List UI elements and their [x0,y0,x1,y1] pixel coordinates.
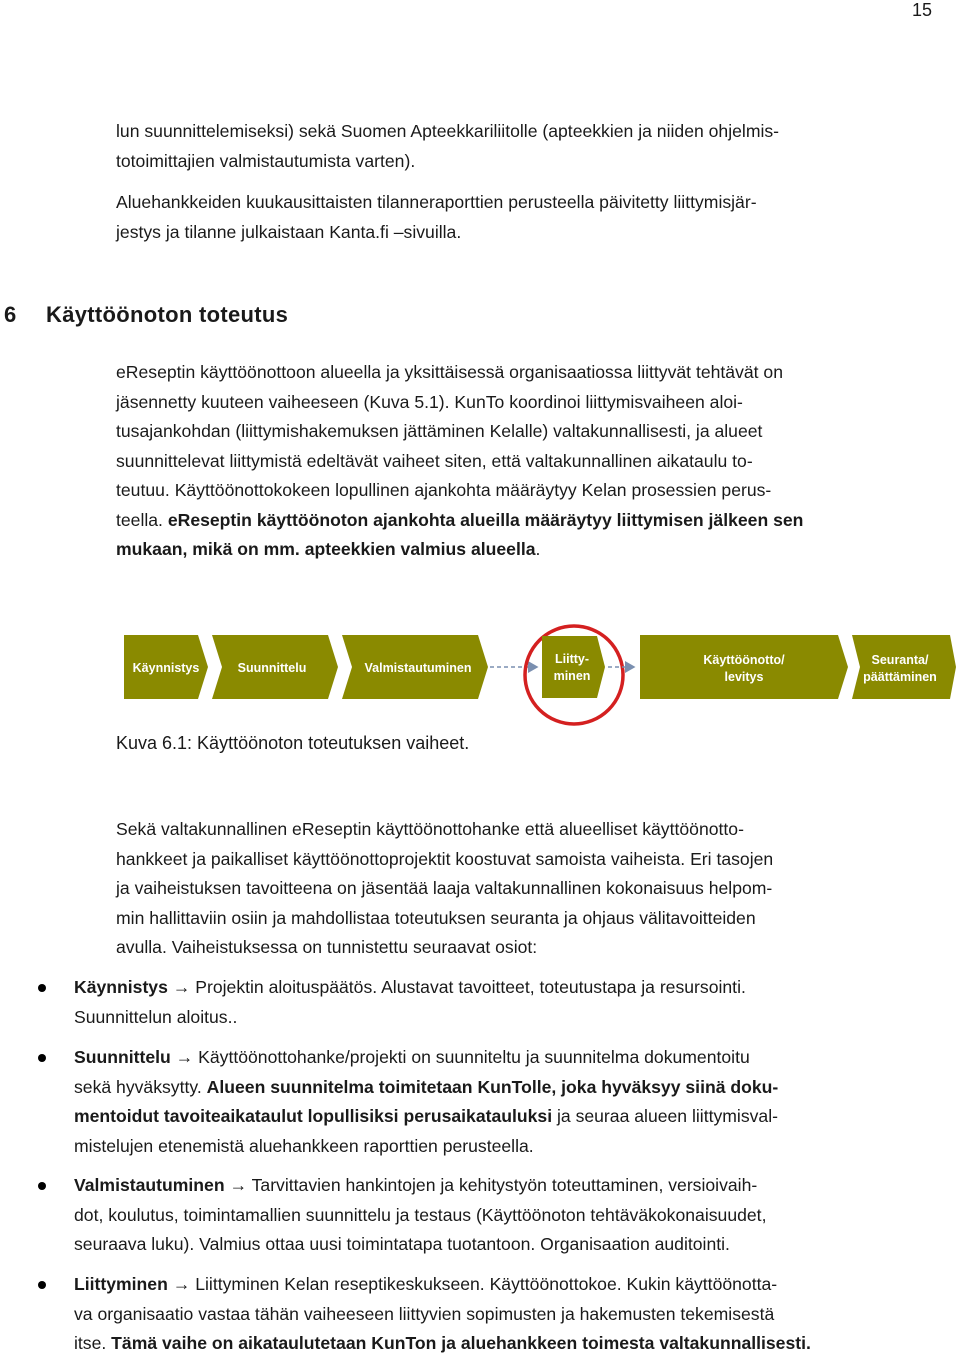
figure-caption: Kuva 6.1: Käyttöönoton toteutuksen vaiheet. [116,733,470,753]
list-item [74,973,934,1032]
body-line [116,535,936,565]
step-label: levitys [724,670,764,684]
bullet-icon [38,984,46,992]
step-label: Valmistautuminen [364,661,472,675]
body-text: jäsennetty kuuteen vaiheeseen (Kuva 5.1). [116,391,450,412]
step-label: Liitty- [554,652,590,666]
list-text: Tarvittavien hankintojen ja kehitystyön toteuttaminen, versioivaih- [247,1175,758,1195]
section-title: Käyttöönoton toteutus [46,302,289,327]
body-line: min hallittaviin osiin ja mahdollistaa toteutuksen seuranta ja ohjaus välitavoitteiden [116,907,756,928]
body-line [116,388,936,418]
body-text: . [535,539,541,559]
body-paragraph-2 [116,815,936,963]
arrow-right-icon: → [229,1175,248,1195]
body-line: suunnittelevat liittymistä edeltävät vaiheet siten, että valtakunnallinen aikataulu to- [116,450,753,471]
arrow-right-icon: → [175,1047,194,1067]
step-suunnittelu [212,635,338,699]
list-text: sekä hyväksytty. [74,1076,207,1097]
intro-line: lun suunnittelemiseksi) sekä Suomen Apteekkariliitolle (apteekkien ja niiden ohjelmis- [116,121,780,141]
list-text: Käyttöönottohanke/projekti on suunniteltu ja suunnitelma dokumentoitu [193,1047,750,1067]
list-text: mistelujen etenemistä aluehankkeen raporttien perusteella. [74,1135,534,1156]
list-text: Liittyminen Kelan reseptikeskukseen. Käyttöönottokoe. Kukin käyttöönotta- [190,1274,778,1294]
list-item [74,1270,934,1359]
list-text: seuraava luku). Valmius ottaa uusi toimintatapa tuotantoon. Organisaation auditointi. [74,1234,730,1254]
step-kayttoonotto [640,635,848,699]
step-valmistautuminen [342,635,488,699]
list-text: ja seuraa alueen liittymisval- [552,1106,778,1126]
body-line: teutuu. Käyttöönottokokeen lopullinen ajankohta määräytyy Kelan prosessien perus- [116,480,772,500]
arrow-right-icon: → [172,977,191,997]
bullet-icon [38,1054,46,1062]
list-item [74,1043,934,1161]
step-label: Käyttöönotto/ [703,653,785,667]
intro-paragraph-2 [116,188,936,247]
intro-line: totoimittajien valmistautumista varten). [116,150,416,171]
step-label: minen [553,669,591,683]
bullet-icon [38,1182,46,1190]
body-line: tusajankohdan (liittymishakemuksen jättäminen Kelalle) valtakunnallisesti, ja alueet [116,421,763,441]
phase-term: Valmistautuminen [74,1175,225,1195]
body-paragraph-1 [116,358,936,565]
body-bold-text: eReseptin käyttöönoton ajankohta alueilla määräytyy liittymisen jälkeen sen [162,509,804,530]
body-line: ja vaiheistuksen tavoitteena on jäsentää laaja valtakunnallinen kokonaisuus helpom- [116,878,773,898]
list-bold-text: Tämä vaihe on aikataulutetaan KunTon ja aluehankkeen toimesta valtakunnallisesti. [111,1333,811,1353]
list-bold-text: mentoidut tavoiteaikataulut lopullisiksi perusaikatauluksi [74,1106,553,1126]
section-heading [4,302,288,328]
body-line: eReseptin käyttöönottoon alueella ja yksittäisessä organisaatiossa liittyvät tehtävät on [116,362,783,382]
body-line: hankkeet ja paikalliset käyttöönottoprojektit koostuvat samoista vaiheista. Eri tasojen [116,848,774,869]
body-text: teella. [116,509,163,530]
step-seuranta [852,635,956,699]
list-text: Suunnittelun aloitus.. [74,1006,238,1027]
intro-line: Aluehankkeiden kuukausittaisten tilanneraporttien perusteella päivitetty liittymisjär- [116,192,757,212]
step-label: Käynnistys [132,661,200,675]
phase-term: Liittyminen [74,1274,168,1294]
section-number: 6 [4,302,17,327]
step-label: Seuranta/ [871,653,929,667]
list-text: Projektin aloituspäätös. Alustavat tavoitteet, toteutustapa ja resursointi. [190,977,746,997]
body-text: KunTo koordinoi liittymisvaiheen aloi- [449,391,743,412]
intro-paragraph [116,117,936,176]
body-bold-text: mukaan, mikä on mm. apteekkien valmius alueella [116,539,536,559]
list-bold-text: Alueen suunnitelma toimitetaan KunTolle, joka hyväksyy siinä doku- [206,1076,779,1097]
intro-line: jestys ja tilanne julkaistaan Kanta.fi –sivuilla. [116,221,462,242]
arrow-right-icon: → [172,1274,191,1294]
list-text: va organisaatio vastaa tähän vaiheeseen liittyvien sopimusten ja hakemusten tekemisestä [74,1303,775,1324]
step-kaynnistys [124,635,208,699]
body-line [116,506,936,536]
list-text: dot, koulutus, toimintamallien suunnittelu ja testaus (Käyttöönoton tehtäväkokonaisuudet, [74,1204,767,1225]
phase-term: Suunnittelu [74,1047,171,1067]
list-text: itse. [74,1333,112,1353]
phase-term: Käynnistys [74,977,168,997]
step-label: Suunnittelu [237,661,307,675]
list-item [74,1171,934,1260]
step-label: päättäminen [863,670,937,684]
body-line: avulla. Vaiheistuksessa on tunnistettu seuraavat osiot: [116,937,538,957]
step-liittyminen [542,636,605,698]
bullet-icon [38,1281,46,1289]
body-line: Sekä valtakunnallinen eReseptin käyttöönottohanke että alueelliset käyttöönotto- [116,819,744,839]
process-diagram [0,620,960,730]
page-number: 15 [911,0,932,20]
